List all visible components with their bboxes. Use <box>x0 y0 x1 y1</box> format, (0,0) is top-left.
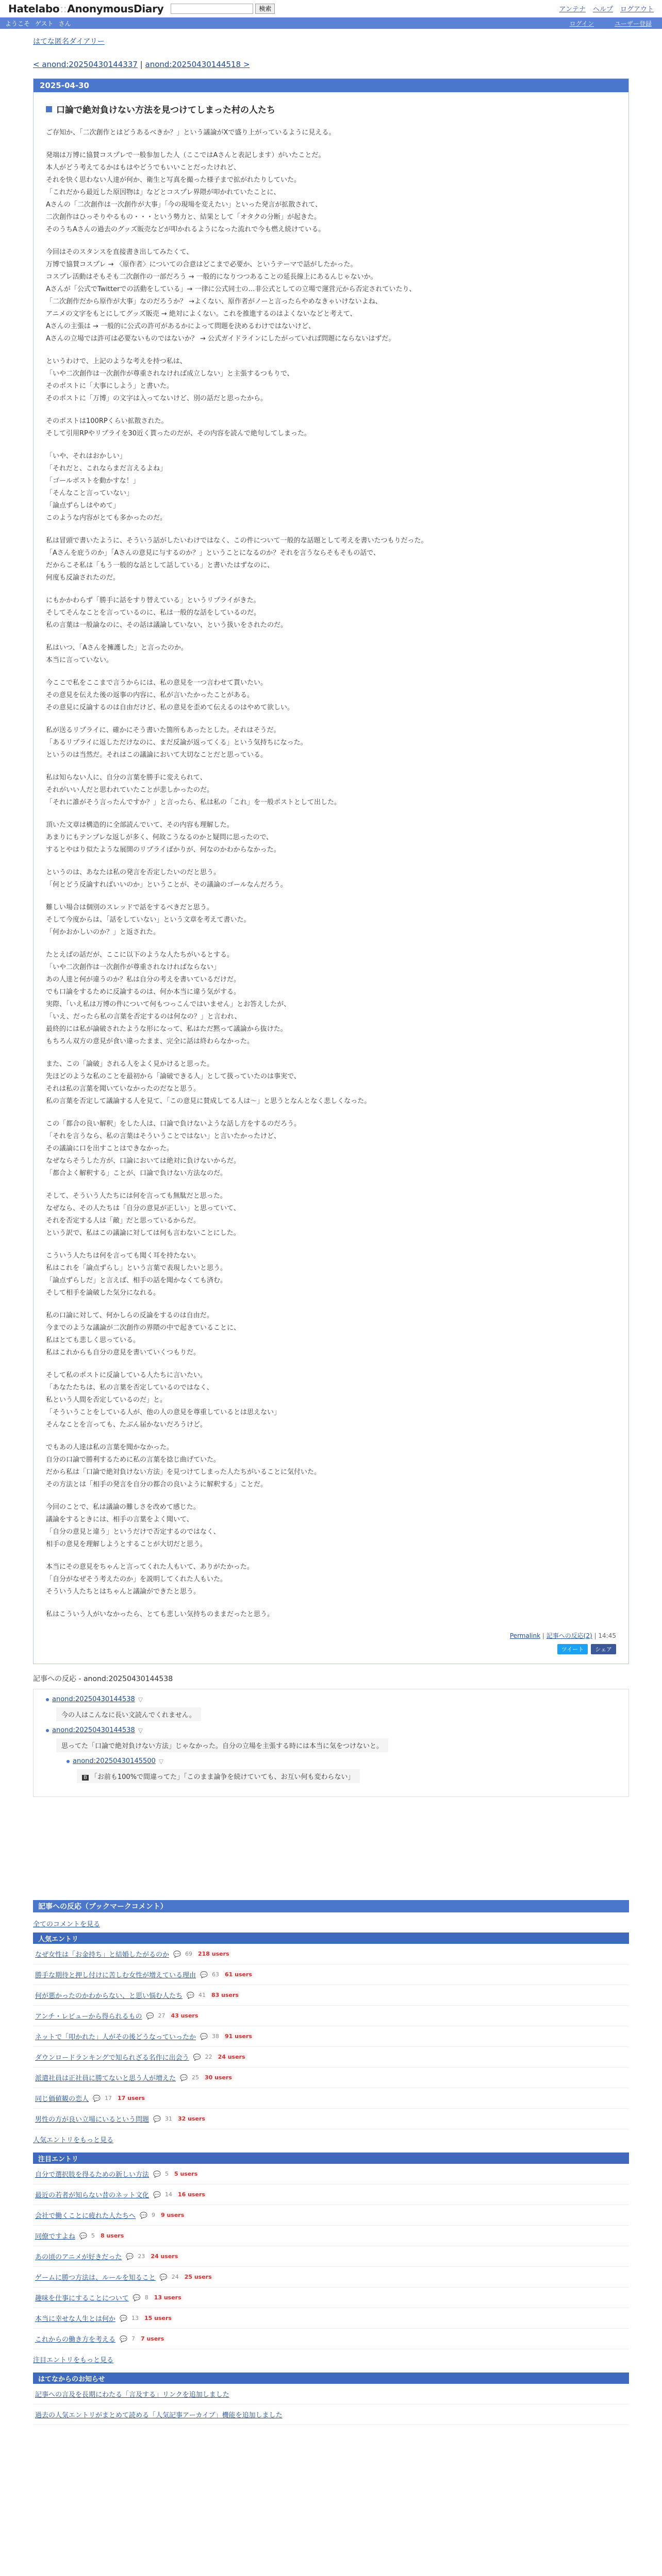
entry-row <box>33 2164 629 2184</box>
entry-line: そのポストに「万博」の文字は入ってないけど、別の話だと思ったから。 <box>46 395 268 402</box>
users-badge[interactable]: 32 users <box>176 2115 207 2122</box>
entry-line: あの人達と何が違うのか？私は自分の考えを書いているだけだ。 <box>46 976 241 984</box>
entry-line: 今回のことで、私は議論の難しさを改めて感じた。 <box>46 1503 200 1511</box>
users-badge[interactable]: 15 users <box>143 2315 173 2321</box>
entry-paragraph <box>46 724 616 761</box>
entry-line: でもあの人達は私の言葉を聞かなかった。 <box>46 1444 174 1451</box>
entry-link[interactable]: 本当に幸せな人生とは何か <box>35 2315 116 2323</box>
comment-icon: 💬 <box>180 2074 188 2081</box>
users-badge[interactable]: 16 users <box>176 2191 207 2198</box>
arrow-icon: ▽ <box>158 1757 164 1765</box>
search-button[interactable]: 検索 <box>255 4 275 14</box>
site-logo[interactable] <box>8 3 163 15</box>
entry-line: 頂いた文章は構造的に全部読んでいて、その内容も理解した。 <box>46 821 234 829</box>
register-link[interactable]: ユーザー登録 <box>614 20 652 27</box>
reaction-head <box>67 1757 616 1765</box>
header-link-logout[interactable]: ログアウト <box>620 6 654 13</box>
nested-reaction-text: 「お前も100%で間違ってた」「このまま論争を続けていても、お互い何も変わらない」 <box>90 1773 355 1781</box>
entry-line: そのポストは100RPくらい拡散された。 <box>46 417 168 425</box>
entry-text <box>46 127 616 1621</box>
header-link-antenna[interactable]: アンテナ <box>559 6 586 13</box>
entry-line: という訳で、私はこの議論に対しては何も言わないことにした。 <box>46 1229 240 1237</box>
comment-count: 31 <box>164 2115 172 2122</box>
entry-paragraph <box>46 127 616 139</box>
comment-count: 38 <box>211 2033 219 2040</box>
entry-row <box>33 1944 629 1964</box>
comment-icon: 💬 <box>146 2012 154 2020</box>
entry-row <box>33 2205 629 2226</box>
entry-line: そんなことを言っても、たぶん届かないだろうけど。 <box>46 1421 207 1429</box>
entry-line: このような内容がとても多かったのだ。 <box>46 514 167 522</box>
entry-line: 「都合よく解釈する」ことが、口論で負けない方法なのだ。 <box>46 1170 227 1177</box>
reaction-text: 思ってた「口論で絶対負けない方法」じゃなかった。自分の立場を主張する時には本当に気をつけないと。 <box>56 1738 388 1752</box>
popular-list <box>33 1944 629 2129</box>
entry-paragraph <box>46 450 616 524</box>
comment-icon: 💬 <box>200 2032 208 2040</box>
comment-icon: 💬 <box>133 2294 141 2301</box>
entry-line: 私はこれを「論点ずらし」という言葉で表現したいと思う。 <box>46 1264 227 1272</box>
login-link[interactable]: ログイン <box>569 20 594 27</box>
entry-row <box>33 2329 629 2349</box>
entry-row <box>33 2226 629 2246</box>
entry-line: 「自分がなぜそう考えたのか」を説明してくれた人もいた。 <box>46 1575 227 1583</box>
newest-more-wrap <box>33 2354 629 2364</box>
comment-count: 41 <box>198 1992 206 1998</box>
entry-line: 万博で協賛コスプレ → 〈原作者〉についての合意はどこまで必要か、というテーマで話がしたかった。 <box>46 261 357 268</box>
comment-icon: 💬 <box>140 2211 147 2219</box>
reaction-head <box>46 1696 616 1703</box>
entry-line: その議論に口を出すことはできなかった。 <box>46 1145 174 1153</box>
users-badge[interactable]: 7 users <box>139 2335 166 2342</box>
entry-line: もちろん双方の意見が食い違ったまま、完全に話は終わらなかった。 <box>46 1038 254 1045</box>
entry-line: 最終的には私が論破されたような形になって、私はただ黙って議論から抜けた。 <box>46 1025 287 1033</box>
entry-paragraph <box>46 1058 616 1108</box>
bullet-icon <box>46 1729 49 1732</box>
guest-text: ゲスト <box>35 20 54 27</box>
entry-row <box>33 1964 629 1985</box>
notice-item <box>33 2384 629 2404</box>
entry-line: 私が送るリプライに、確かにそう書いた箇所もあったとした。それはそうだ。 <box>46 726 280 734</box>
entry-line: 今までのような議論が二次創作の界隈の中で起きていることに、 <box>46 1324 241 1332</box>
entry-row <box>33 2026 629 2047</box>
comment-icon: 💬 <box>79 2232 87 2240</box>
entry-line: 「そういうことをしている人が、他の人の意見を尊重しているとは思えない」 <box>46 1409 281 1416</box>
reactions-title: 記事への反応 - anond:20250430144538 <box>33 1675 173 1683</box>
entry-line: 「あるリプライに返しただけなのに、まだ反論が返ってくる」という気持ちになった。 <box>46 739 307 747</box>
entry-row <box>33 1985 629 2006</box>
comment-icon: 💬 <box>126 2252 134 2260</box>
entry-paragraph <box>46 415 616 440</box>
entry-line: それを否定する人は「敵」だと思っているからだ。 <box>46 1217 201 1225</box>
entry-paragraph <box>46 1501 616 1551</box>
comment-icon: 💬 <box>200 1971 208 1978</box>
notice-link[interactable]: 過去の人気エントリがまとめて読める「人気記事アーカイブ」機能を追加しました <box>35 2412 283 2419</box>
main-content <box>0 36 662 2425</box>
bullet-icon <box>46 1698 49 1701</box>
header <box>0 0 662 18</box>
entry-line: 「Aさんを庇うのか」「Aさんの意見に与するのか？」ということになるのか？それを言うならそもそもの話で、 <box>46 549 380 557</box>
reactions-section <box>33 1673 629 1797</box>
entry-line: そういう人たちとはちゃんと議論ができたと思う。 <box>46 1588 201 1596</box>
entry-link[interactable]: 同じ価値観の恋人 <box>35 2095 89 2103</box>
arrow-icon: ▽ <box>138 1726 143 1734</box>
entry-line: この「都合の良い解釈」をした人は、口論で負けないような話し方をするのだろう。 <box>46 1120 301 1128</box>
entry-link[interactable]: 同僚ですよね <box>35 2233 76 2241</box>
entry-line: コスプレ活動はそもそも二次創作の一部だろう → 一般的になりつつあることの延長線上にあるんじゃないか。 <box>46 273 377 281</box>
entry-paragraph <box>46 1190 616 1240</box>
entry-line: 「何とどう反論すればいいのか」ということが、その議論のゴールなんだろう。 <box>46 881 287 889</box>
entry-line: それは私の言葉を聞いていなかったのだなと思う。 <box>46 1085 201 1093</box>
entry-paragraph <box>46 246 616 345</box>
reaction-link[interactable]: anond:20250430145500 <box>73 1757 156 1765</box>
entry-line: そのうちAさんの過去のグッズ販売などが叩かれるようになった流れで今も燃え続けている。 <box>46 226 325 233</box>
entry-line: 先ほどのような私のことを最初から「論破できる人」として扱っていたのは事実で、 <box>46 1073 301 1080</box>
comment-icon: 💬 <box>187 1991 194 1999</box>
entry-line: そして今度からは、「話をしていない」という文章を考えて書いた。 <box>46 916 251 924</box>
share-row <box>46 1644 616 1654</box>
hatena-notice-head: はてなからのお知らせ <box>33 2372 629 2384</box>
entry-title[interactable]: 口論で絶対負けない方法を見つけてしまった村の人たち <box>56 105 275 115</box>
comment-icon: 💬 <box>173 1950 181 1958</box>
entry-line: ご存知か、「二次創作とはどうあるべきか？」という議論がXで盛り上がっているように見える。 <box>46 129 336 137</box>
search-input[interactable] <box>171 4 253 14</box>
users-badge[interactable]: 83 users <box>210 1992 240 1998</box>
entry-line: 実際、「いえ私は万博の件について何もつっこんではいません」とお答えしたが、 <box>46 1001 291 1008</box>
popular-head: 人気エントリ <box>33 1933 629 1944</box>
entry-line: その意見に反論するのは自由だけど、私の意見を歪めて伝えるのはやめて欲しい。 <box>46 704 294 711</box>
entry-line: 「ゴールポストを動かすな！」 <box>46 477 140 485</box>
reactions-link[interactable]: 記事への反応(2) <box>546 1632 592 1639</box>
comment-count: 17 <box>104 2095 112 2102</box>
comment-icon: 💬 <box>120 2335 127 2343</box>
entry-line: 本当に言っていない。 <box>46 656 113 664</box>
entry-line: だからこそ私は「もう一般的な話として話している」と書いたはずなのに、 <box>46 562 274 569</box>
entry-line: そして、そういう人たちには何を言っても無駄だと思った。 <box>46 1192 227 1200</box>
entry-line: 私はこういう人がいなかったら、とても悲しい気持ちのままだったと思う。 <box>46 1611 274 1618</box>
entry-line: だから私は「口論で絶対負けない方法」を見つけてしまった人たちがいることに気付いた。 <box>46 1468 321 1476</box>
users-badge[interactable]: 30 users <box>203 2074 234 2081</box>
bookmark-section <box>33 1900 629 2425</box>
users-badge[interactable]: 24 users <box>149 2253 179 2260</box>
entry-link[interactable]: 趣味を仕事にすることについて <box>35 2295 129 2302</box>
logo-right: AnonymousDiary <box>67 2 164 15</box>
users-badge[interactable]: 24 users <box>217 2054 247 2060</box>
comment-icon: 💬 <box>93 2094 101 2102</box>
entry-line: 「いえ、だったら私の言葉を否定するのは何なの？」と言われ、 <box>46 1013 241 1021</box>
users-badge[interactable]: 8 users <box>99 2232 125 2239</box>
header-link-help[interactable]: ヘルプ <box>592 6 613 13</box>
entry-line: にもかかわらず「勝手に話をすり替えている」というリプライがきた。 <box>46 597 260 604</box>
entry-paragraph <box>46 1118 616 1180</box>
logo-separator: :: <box>60 2 67 15</box>
all-comments-wrap <box>33 1919 629 1928</box>
reaction-text <box>77 1769 360 1783</box>
entry-link[interactable]: ゲームに勝つ方法は、ルールを知ること <box>35 2274 156 2282</box>
prev-next-nav <box>33 60 629 69</box>
entry-line: 私は知らない人に、自分の言葉を勝手に変えられて、 <box>46 774 207 782</box>
newest-list <box>33 2164 629 2349</box>
popular-more-link[interactable]: 人気エントリをもっと見る <box>33 2137 114 2144</box>
entry-line: 私の言葉を否定して議論する人を見て、「この意見に賛成してる人は～」と思うとなんとなく悲しくなった。 <box>46 1097 371 1105</box>
entry-link[interactable]: ネットで「叩かれた」人がその後どうなっていったか <box>35 2033 196 2041</box>
comment-count: 8 <box>144 2294 148 2301</box>
entry-line: 私はとても悲しく思っている。 <box>46 1336 140 1344</box>
search-box <box>171 4 275 14</box>
entry-paragraph <box>46 355 616 405</box>
entry-line: 本人がどう考えてるかはもはやどうでもいいことだったけれど、 <box>46 164 241 172</box>
entry-line: たとえばの話だが、ここに以下のような人たちがいるとする。 <box>46 951 234 959</box>
comment-count: 24 <box>171 2274 179 2280</box>
entry-link[interactable]: あの頃のアニメが好きだった <box>35 2253 122 2261</box>
entry-paragraph <box>46 902 616 939</box>
diary-home-link-wrap <box>33 36 629 46</box>
entry-line: 「いや、それはおかしい」 <box>46 452 126 460</box>
entry-link[interactable]: 自分で選択肢を得るための新しい方法 <box>35 2171 150 2179</box>
comment-count: 9 <box>151 2212 155 2218</box>
entry-line: 「それだと、これならまだ言えるよね」 <box>46 465 167 472</box>
entry-line: Aさんの立場では許可は必要ないものではないか？ → 公式ガイドラインにしたがっていれば問題にならないはずだ。 <box>46 335 395 343</box>
entry-link[interactable]: これからの働き方を考える <box>35 2336 116 2344</box>
entry-paragraph <box>46 949 616 1048</box>
entry-line: 「いや二次創作は一次創作が尊重されなければならない」 <box>46 963 221 971</box>
comment-icon: 💬 <box>153 2170 161 2178</box>
bookmark-badge-icon: B <box>82 1775 89 1781</box>
entry-line: 今ここで私をここまで言うからには、私の意見を一つ言わせて貰いたい。 <box>46 679 268 687</box>
bookmark-head: 記事への反応（ブックマークコメント） <box>33 1900 629 1912</box>
entry-paragraph <box>46 867 616 891</box>
arrow-icon: ▽ <box>138 1696 143 1703</box>
entry-line: こういう人たちは何を言っても聞く耳を持たない。 <box>46 1252 201 1260</box>
newest-more-link[interactable]: 注目エントリをもっと見る <box>33 2357 114 2364</box>
entry-paragraph <box>46 1369 616 1431</box>
entry-time: | 14:45 <box>592 1632 616 1639</box>
entry-line: 私という人間を否定しているのだ」と。 <box>46 1396 167 1404</box>
welcome-text: ようこそ <box>5 20 30 27</box>
entry-line: 私の言葉は一般論なのに、その話は議論していない、という扱いをされたのだ。 <box>46 621 288 629</box>
entry-paragraph <box>46 772 616 809</box>
entry-line: Aさんの主張は → 一般的に公式の許可があるかによって問題を決めるわけではないけど、 <box>46 323 316 330</box>
entry-paragraph <box>46 595 616 632</box>
users-badge[interactable]: 5 users <box>173 2171 199 2177</box>
users-badge[interactable]: 61 users <box>223 1971 254 1978</box>
all-comments-link[interactable]: 全てのコメントを見る <box>33 1921 101 1928</box>
entry-paragraph <box>46 535 616 584</box>
subnav-right <box>570 19 657 28</box>
entry-line: するとやはり似たような展開のリプライばかりが、何なのかわからなかった。 <box>46 846 280 854</box>
entry-line: その方法とは「相手の発言を自分の都合の良いように解釈する」ことだ。 <box>46 1481 268 1488</box>
prev-next-separator: | <box>137 60 145 69</box>
footer-pipe-1: | <box>540 1632 547 1639</box>
entry-title-row <box>46 103 616 115</box>
facebook-share-button[interactable]: シェア <box>591 1644 616 1654</box>
comment-icon: 💬 <box>120 2314 127 2322</box>
entry-line: 自分の口論で勝利するために私の言葉を捻じ曲げていた。 <box>46 1456 221 1464</box>
entry-line: なぜなら、その人たちは「自分の意見が正しい」と思っていて、 <box>46 1205 240 1212</box>
comment-count: 13 <box>131 2315 139 2321</box>
popular-more-wrap <box>33 2134 629 2144</box>
entry-line: 「これだから最近した原因物は」などとコスプレ界隈が叩かれていたことに、 <box>46 189 280 196</box>
entry-line: 「何かおかしいのか？」と返された。 <box>46 928 160 936</box>
entry-row <box>33 2006 629 2026</box>
entry-paragraph <box>46 677 616 714</box>
entry-line: 「あなたたちは、私の言葉を否定しているのではなく、 <box>46 1384 213 1392</box>
entry-line: でも口論をするために反論するのは、何か本当に違う気がする。 <box>46 988 241 996</box>
entry-line: それがいい人だと思われていたことが悲しかったのだ。 <box>46 786 214 794</box>
entry-line: 私はいつ、「Aさんを擁護した」と言ったのか。 <box>46 644 188 652</box>
entry-line: Aさんの「二次創作は一次創作が大事」「今の現場を変えたい」といった発言が拡散されて、 <box>46 201 322 209</box>
subnav <box>0 18 662 29</box>
entry-line: なぜならそうした方が、口論においては絶対に負けないからだ。 <box>46 1157 241 1165</box>
entry-line: 議論をするときには、相手の言葉をよく聞いて、 <box>46 1516 193 1523</box>
entry-paragraph <box>46 1561 616 1598</box>
entry-line: 「論点ずらしだ」と言えば、相手の話を聞かなくても済む。 <box>46 1277 227 1284</box>
entry-line: 「それを言うなら、私の言葉はそういうことではない」と言いたかったけど、 <box>46 1132 281 1140</box>
comment-icon: 💬 <box>193 2053 201 2061</box>
entry-line: 「そんなこと言っていない」 <box>46 489 134 497</box>
tweet-button[interactable]: ツイート <box>557 1644 588 1654</box>
entry-paragraph <box>46 1608 616 1621</box>
comment-icon: 💬 <box>159 2273 168 2281</box>
entry-link[interactable]: 派遣社員は正社員に勝てないと思う人が増えた <box>35 2075 176 2082</box>
logo-left: Hatelabo <box>8 2 60 15</box>
entry-line: そして引用RPやリプライを30近く貰ったのだが、その内容を読んで絶句してしまった。 <box>46 430 311 437</box>
entry-link[interactable]: 最近の若者が知らない昔のネット文化 <box>35 2192 150 2199</box>
users-badge[interactable]: 13 users <box>153 2294 183 2301</box>
entry-line: 「二次創作だから原作が大事」なのだろうか？ →よくない、原作者がノーと言ったらやめなきゃいけないよね、 <box>46 298 382 306</box>
users-badge[interactable]: 17 users <box>116 2095 146 2102</box>
entry-row <box>33 2109 629 2129</box>
entry-row <box>33 2047 629 2067</box>
comment-count: 27 <box>158 2012 166 2019</box>
nested-reaction <box>67 1757 616 1783</box>
entry-line: その意見を伝えた後の返事の内容に、私が言いたかったことがある。 <box>46 691 254 699</box>
entry-link[interactable]: なぜ女性は「お金持ち」と結婚したがるのか <box>35 1951 170 1959</box>
comment-icon: 💬 <box>153 2115 161 2123</box>
entry-row <box>33 2246 629 2267</box>
comment-count: 14 <box>164 2191 172 2198</box>
users-badge[interactable]: 218 users <box>196 1951 231 1957</box>
diary-entry <box>33 78 629 1664</box>
entry-link[interactable]: 会社で働くことに疲れた人たちへ <box>35 2212 136 2220</box>
users-badge[interactable]: 9 users <box>159 2212 186 2218</box>
comment-count: 63 <box>211 1971 219 1978</box>
entry-link[interactable]: ダウンロードランキングで知られざる名作に出会う <box>35 2054 189 2062</box>
entry-line: 何度も反論されたのだ。 <box>46 574 120 582</box>
entry-line: というわけで、上記のような考えを持つ私は、 <box>46 358 187 365</box>
comment-count: 23 <box>138 2253 145 2260</box>
reaction-text: 今の人はこんなに長い文読んでくれません。 <box>56 1707 201 1721</box>
permalink-link[interactable]: Permalink <box>509 1632 541 1639</box>
entry-line: 発端は万博に協賛コスプレで一般参加した人（ここではAさんと表記します）がいたことだ。 <box>46 151 325 159</box>
title-square-icon <box>46 106 52 112</box>
entry-line: また、この「論破」される人をよく見かけると思った。 <box>46 1060 214 1068</box>
entry-line: それを快く思わない人達が何か、衛生と写真を撮った様子まで拡がれたりしていた。 <box>46 176 301 184</box>
entry-line: そして相手を論破した気分になれる。 <box>46 1289 160 1297</box>
entry-paragraph <box>46 819 616 856</box>
comment-count: 5 <box>91 2232 95 2239</box>
entry-line: 「自分の意見と違う」というだけで否定するのではなく、 <box>46 1528 220 1536</box>
entry-line: そのポストに「大事にしよう」と書いた。 <box>46 382 174 390</box>
header-links <box>559 4 654 13</box>
notice-item <box>33 2404 629 2425</box>
entry-line: というのは、あなたは私の発言を否定したいのだと思う。 <box>46 869 221 876</box>
comment-count: 25 <box>191 2074 199 2081</box>
entry-link[interactable]: アンチ・レビューから得られるもの <box>35 2013 142 2021</box>
entry-line: 「論点ずらしはやめて」 <box>46 502 120 510</box>
comment-count: 69 <box>185 1951 192 1957</box>
users-badge[interactable]: 43 users <box>169 2012 200 2019</box>
entry-line: 本当にその意見をちゃんと言ってくれた人もいて、ありがたかった。 <box>46 1563 254 1571</box>
reaction-item <box>46 1696 616 1721</box>
entry-line: 「いや二次創作は一次創作が尊重されなければ成立しない」と主張するつもりで、 <box>46 370 294 378</box>
reaction-link[interactable]: anond:20250430144538 <box>52 1696 135 1703</box>
entry-line: 二次創作はひっそりやるもの・・・という勢力と、結果として「オタクの分断」が起きた。 <box>46 213 321 221</box>
reaction-item <box>46 1726 616 1783</box>
entry-link[interactable]: 何が悪かったのかわからない、と思い悩む人たち <box>35 1992 183 2000</box>
entry-line: アニメの文字をもとにしてグッズ販売 → 絶対によくない。これを推進するのはよくないなどと考えて、 <box>46 310 357 318</box>
entry-row <box>33 2308 629 2329</box>
entry-line: 「それに誰がそう言ったんですか？」と言ったら、私は私の「これ」を一般ポストとして出した。 <box>46 799 341 806</box>
entry-row <box>33 2184 629 2205</box>
reactions-box <box>33 1689 629 1797</box>
diary-date: 2025-04-30 <box>34 79 628 92</box>
diary-home-link[interactable]: はてな匿名ダイアリー <box>33 38 105 46</box>
notice-link[interactable]: 記事への言及を長期にわたる「言及する」リンクを追加しました <box>35 2391 229 2399</box>
newest-head: 注目エントリ <box>33 2153 629 2164</box>
diary-body <box>34 92 628 1664</box>
entry-line: Aさんが「公式でTwitterでの活動をしている」→ 一律に公式同士の…非公式としての立場で運営元から否定されていたり、 <box>46 285 416 293</box>
entry-line: 相手の意見を理解しようとすることが大切だと思う。 <box>46 1540 207 1548</box>
entry-line: あまりにもテンプレな返しが多く、何故こうなるのかと疑問に思ったので、 <box>46 834 273 841</box>
users-badge[interactable]: 25 users <box>183 2274 213 2280</box>
entry-paragraph <box>46 149 616 236</box>
bullet-icon <box>67 1760 70 1763</box>
next-entry-link[interactable]: anond:20250430144518 > <box>145 60 250 69</box>
entry-row <box>33 2088 629 2109</box>
entry-footer <box>46 1631 616 1640</box>
entry-line: 今回はそのスタンスを直接書き出してみたくて、 <box>46 248 193 256</box>
entry-line: というのは当然だ。それはこの議論において大切なことだと思っている。 <box>46 751 268 759</box>
entry-row <box>33 2287 629 2308</box>
entry-paragraph <box>46 1442 616 1491</box>
entry-line: 難しい場合は個別のスレッドで話をするべきだと思う。 <box>46 904 213 911</box>
entry-paragraph <box>46 642 616 667</box>
reaction-link[interactable]: anond:20250430144538 <box>52 1726 135 1734</box>
comment-icon: 💬 <box>153 2191 161 2198</box>
entry-row <box>33 2067 629 2088</box>
entry-row <box>33 2267 629 2287</box>
entry-paragraph <box>46 1250 616 1299</box>
entry-link[interactable]: 勝手な期待と押し付けに苦しむ女性が増えている理由 <box>35 1972 196 1979</box>
users-badge[interactable]: 91 users <box>223 2033 254 2040</box>
san-text: さん <box>58 20 71 27</box>
comment-count: 5 <box>164 2171 169 2177</box>
comment-count: 22 <box>205 2054 212 2060</box>
reaction-head <box>46 1726 616 1734</box>
entry-paragraph <box>46 1310 616 1359</box>
entry-line: 私は冒頭で書いたように、そういう話がしたいわけではなく、この件について一般的な話題として考えを書いたつもりだった。 <box>46 537 428 545</box>
prev-entry-link[interactable]: < anond:20250430144337 <box>33 60 138 69</box>
comment-count: 7 <box>131 2335 135 2342</box>
entry-link[interactable]: 男性の方が良い立場にいるという問題 <box>35 2116 150 2124</box>
entry-line: 私の口論に対して、何かしらの反論をするのは自由だ。 <box>46 1312 213 1319</box>
entry-line: そしてそんなことを言っているのに、私は一般的な話をしているのだ。 <box>46 609 261 617</box>
entry-line: そして私のポストに反論している人たちに言いたい。 <box>46 1371 207 1379</box>
entry-line: 私はこれからも自分の意見を書いていくつもりだ。 <box>46 1349 201 1357</box>
